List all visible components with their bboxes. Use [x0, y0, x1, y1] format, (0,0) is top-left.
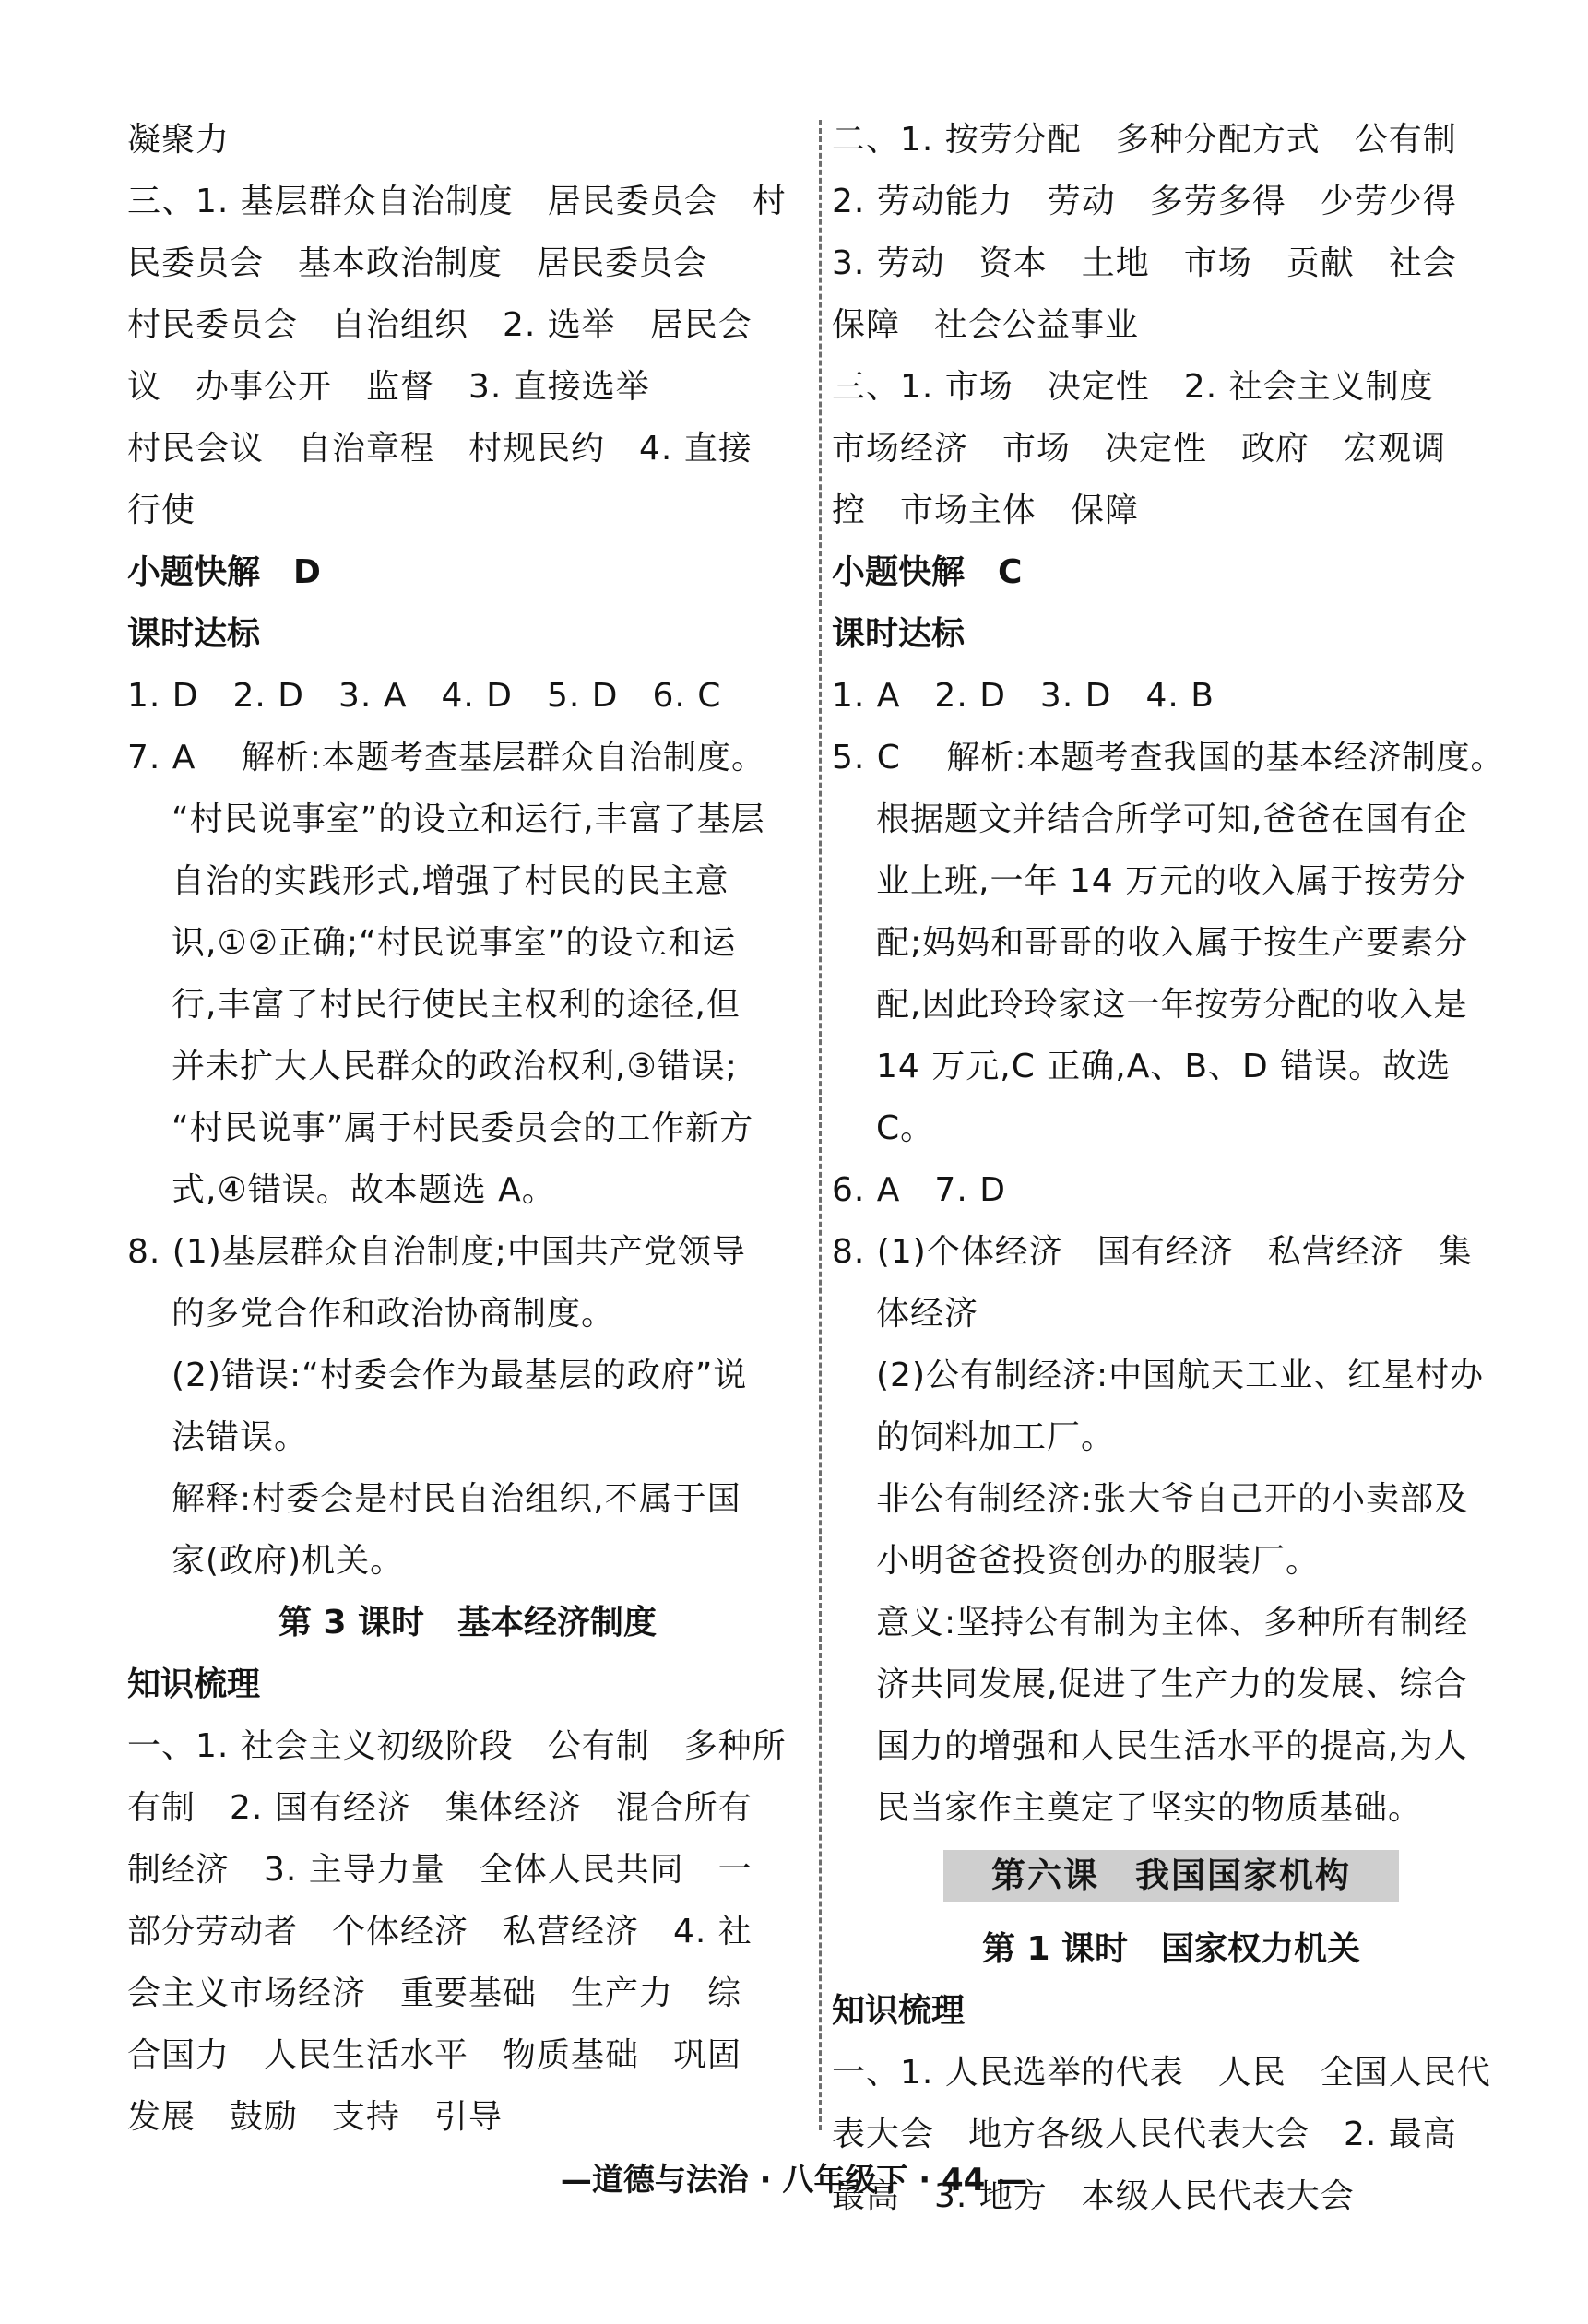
text-line: 民当家作主奠定了坚实的物质基础。 [876, 1789, 1423, 1827]
lesson-banner-wrap [832, 1850, 1511, 1902]
text-line: 体经济 [876, 1295, 979, 1333]
text-line: 解释:村委会是村民自治组织,不属于国 [172, 1480, 741, 1518]
text-line: 一、1. 社会主义初级阶段 公有制 多种所 [127, 1727, 787, 1765]
text-line: 5. C 解析:本题考查我国的基本经济制度。 [832, 739, 1505, 777]
text-line: 根据题文并结合所学可知,爸爸在国有企 [876, 800, 1468, 838]
left-column [127, 109, 808, 2148]
text-line: “村民说事室”的设立和运行,丰富了基层 [172, 800, 765, 838]
text-line: 最高 3. 地方 本级人民代表大会 [832, 2177, 1355, 2215]
text-line: 控 市场主体 保障 [832, 492, 1140, 529]
section-heading: 知识梳理 [127, 1666, 261, 1703]
text-line: 配,因此玲玲家这一年按劳分配的收入是 [876, 986, 1468, 1024]
text-line: “村民说事”属于村民委员会的工作新方 [172, 1109, 754, 1147]
section-heading: 小题快解 C [832, 553, 1023, 591]
lesson-title: 第 3 课时 基本经济制度 [278, 1604, 658, 1642]
lesson-title: 第 1 课时 国家权力机关 [981, 1930, 1361, 1968]
text-line: 自治的实践形式,增强了村民的民主意 [172, 862, 729, 900]
text-line: 2. 劳动能力 劳动 多劳多得 少劳少得 [832, 183, 1457, 220]
text-line: 国力的增强和人民生活水平的提高,为人 [876, 1727, 1468, 1765]
text-line: 行,丰富了村民行使民主权利的途径,但 [172, 986, 741, 1024]
text-line: 的饲料加工厂。 [876, 1418, 1116, 1456]
text-line: 部分劳动者 个体经济 私营经济 4. 社 [127, 1913, 753, 1951]
text-line: 非公有制经济:张大爷自己开的小卖部及 [876, 1480, 1469, 1518]
text-line: 表大会 地方各级人民代表大会 2. 最高 [832, 2116, 1457, 2153]
lesson-banner: 第六课 我国国家机构 [943, 1850, 1399, 1902]
text-line: (2)公有制经济:中国航天工业、红星村办 [876, 1357, 1485, 1394]
text-line: 保障 社会公益事业 [832, 306, 1140, 344]
text-line: 8. (1)基层群众自治制度;中国共产党领导 [127, 1233, 746, 1271]
right-column [832, 109, 1511, 2227]
text-line: 合国力 人民生活水平 物质基础 巩固 [127, 2036, 742, 2074]
text-line: 1. D 2. D 3. A 4. D 5. D 6. C [127, 677, 722, 715]
text-line: 二、1. 按劳分配 多种分配方式 公有制 [832, 121, 1457, 159]
text-line: 7. A 解析:本题考查基层群众自治制度。 [127, 739, 765, 777]
text-line: 意义:坚持公有制为主体、多种所有制经 [876, 1604, 1469, 1642]
text-line: 行使 [127, 492, 196, 529]
text-line: 市场经济 市场 决定性 政府 宏观调 [832, 430, 1447, 468]
text-line: 民委员会 基本政治制度 居民委员会 [127, 244, 708, 282]
text-line: 家(政府)机关。 [172, 1542, 405, 1580]
section-heading: 课时达标 [832, 615, 966, 653]
text-line: 三、1. 基层群众自治制度 居民委员会 村 [127, 183, 787, 220]
text-line: 法错误。 [172, 1418, 309, 1456]
text-line: 式,④错误。故本题选 A。 [172, 1171, 556, 1209]
text-line: 小明爸爸投资创办的服装厂。 [876, 1542, 1321, 1580]
text-line: 6. A 7. D [832, 1171, 1006, 1209]
text-line: 的多党合作和政治协商制度。 [172, 1295, 616, 1333]
column-divider [819, 120, 822, 2130]
text-line: 三、1. 市场 决定性 2. 社会主义制度 [832, 368, 1434, 406]
text-line: 配;妈妈和哥哥的收入属于按生产要素分 [876, 924, 1469, 962]
text-line: 1. A 2. D 3. D 4. B [832, 677, 1215, 715]
text-line: 并未扩大人民群众的政治权利,③错误; [172, 1048, 738, 1085]
text-line: 业上班,一年 14 万元的收入属于按劳分 [876, 862, 1467, 900]
text-line: 会主义市场经济 重要基础 生产力 综 [127, 1974, 742, 2012]
text-line: 制经济 3. 主导力量 全体人民共同 一 [127, 1851, 753, 1889]
text-line: (2)错误:“村委会作为最基层的政府”说 [172, 1357, 748, 1394]
page-footer: —道德与法治 · 八年级下 · 44 — [560, 2162, 1028, 2199]
text-line: 村民委员会 自治组织 2. 选举 居民会 [127, 306, 753, 344]
text-line: 3. 劳动 资本 土地 市场 贡献 社会 [832, 244, 1457, 282]
text-line: 14 万元,C 正确,A、B、D 错误。故选 C。 [876, 1048, 1452, 1147]
text-line: 凝聚力 [127, 121, 231, 159]
text-line: 识,①②正确;“村民说事室”的设立和运 [172, 924, 737, 962]
section-heading: 知识梳理 [832, 1992, 966, 2030]
section-heading: 小题快解 D [127, 553, 321, 591]
text-line: 8. (1)个体经济 国有经济 私营经济 集 [832, 1233, 1473, 1271]
text-line: 议 办事公开 监督 3. 直接选举 [127, 368, 650, 406]
text-line: 一、1. 人民选举的代表 人民 全国人民代 [832, 2054, 1491, 2092]
section-heading: 课时达标 [127, 615, 261, 653]
text-line: 济共同发展,促进了生产力的发展、综合 [876, 1666, 1468, 1703]
text-line: 发展 鼓励 支持 引导 [127, 2098, 504, 2136]
text-line: 有制 2. 国有经济 集体经济 混合所有 [127, 1789, 753, 1827]
text-line: 村民会议 自治章程 村规民约 4. 直接 [127, 430, 753, 468]
